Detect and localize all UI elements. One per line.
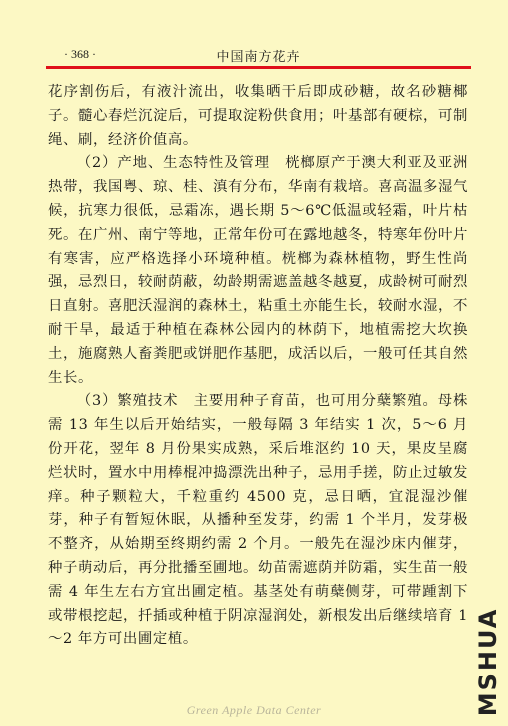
bottom-watermark: Green Apple Data Center: [186, 703, 322, 717]
page-header: [46, 44, 471, 64]
side-watermark: MSHUA: [474, 607, 502, 717]
running-title: 中国南方花卉: [216, 50, 301, 65]
paragraph-continuation: 花序割伤后，有液汁流出，收集晒干后即成砂糖，故名砂糖椰子。髓心春烂沉淀后，可提取淀粉供食用；叶基部有硬棕，可制绳、刷，经济价值高。: [48, 84, 468, 148]
paragraph-habitat: （2）产地、生态特性及管理 桄榔原产于澳大利亚及亚洲热带，我国粤、琼、桂、滇有分布，华南有栽培。喜高温多湿气候，抗寒力很低，忌霜冻，遇长期 5～6℃低温或轻霜，叶片枯死。在广州、南宁等地，正常年份可在露地越冬，特寒年份叶片有寒害，应严格选择小环境种植。桄榔为森林植物，野生性尚强，忌烈日，较耐荫蔽，幼龄期需遮盖越冬越夏，成龄树可耐烈日直射。喜肥沃湿润的森林土，粘重土亦能生长，较耐水湿，不耐干旱，最适于种植在森林公园内的林荫下，地植需挖大坎换土，施腐熟人畜粪肥或饼肥作基肥，成活以后，一般可任其自然生长。: [48, 155, 468, 386]
body-text: [48, 81, 468, 652]
header-rule: [46, 66, 471, 69]
page-number: · 368 ·: [64, 47, 96, 61]
paragraph-propagation: （3）繁殖技术 主要用种子育苗，也可用分蘖繁殖。母株需 13 年生以后开始结实，一般每隔 3 年结实 1 次，5～6 月份开花，翌年 8 月份果实成熟，采后堆沤约 10 天，果皮呈腐烂状时，置水中用棒棍冲捣漂洗出种子，忌用手搓，防止过敏发痒。种子颗粒大，千粒重约 4500 克，忌日晒，宜混湿沙催芽，种子有暂短休眠，从播种至发芽，约需 1 个半月，发芽极不整齐，从始期至终期约需 2 个月。一般先在湿沙床内催芽，种子萌动后，再分批播至圃地。幼苗需遮荫并防霜，实生苗一般需 4 年生左右方宜出圃定植。基茎处有萌蘖侧芽，可带踵割下或带根挖起，扦插或种植于阴凉湿润处，新根发出后继续培育 1～2 年方可出圃定植。: [48, 393, 468, 648]
